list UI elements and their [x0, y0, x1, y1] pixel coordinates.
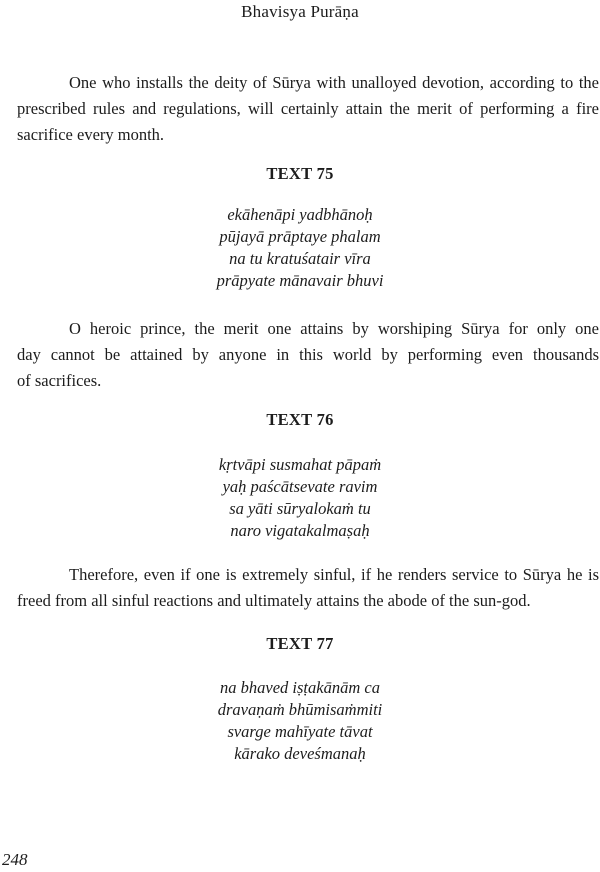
paragraph-line: of sacrifices.	[17, 371, 102, 390]
text-75-translation	[17, 316, 599, 394]
page-number: 248	[2, 850, 28, 869]
text-77-heading: TEXT 77	[266, 634, 334, 653]
verse-line: kṛtvāpi susmahat pāpaṁ	[218, 455, 382, 474]
paragraph-line: day cannot be attained by anyone in this world by performing even thousands	[17, 345, 599, 364]
verse-line: yaḥ paścātsevate ravim	[222, 477, 378, 496]
verse-line: prāpyate mānavair bhuvi	[216, 271, 384, 290]
paragraph-line: Therefore, even if one is extremely sinful, if he renders service to Sūrya he is	[69, 565, 599, 584]
paragraph-line: freed from all sinful reactions and ultimately attains the abode of the sun-god.	[17, 591, 531, 610]
text-77-verse	[0, 677, 600, 765]
verse-line: dravaṇaṁ bhūmisaṁmiti	[217, 700, 383, 719]
running-head: Bhavisya Purāṇa	[241, 2, 359, 21]
verse-line: na tu kratuśatair vīra	[229, 249, 371, 268]
verse-line: kārako deveśmanaḥ	[234, 744, 366, 763]
text-76-verse	[0, 454, 600, 542]
paragraph-line: One who installs the deity of Sūrya with unalloyed devotion, according to the	[69, 73, 599, 92]
text-76-heading: TEXT 76	[266, 410, 334, 429]
verse-line: naro vigatakalmaṣaḥ	[230, 521, 370, 540]
paragraph-intro	[17, 70, 599, 148]
text-75-heading: TEXT 75	[266, 164, 334, 183]
verse-line: sa yāti sūryalokaṁ tu	[229, 499, 371, 518]
paragraph-line: sacrifice every month.	[17, 125, 165, 144]
verse-line: pūjayā prāptaye phalam	[219, 227, 381, 246]
verse-line: na bhaved iṣṭakānām ca	[220, 678, 380, 697]
verse-line: ekāhenāpi yadbhānoḥ	[227, 205, 373, 224]
text-76-translation	[17, 562, 599, 614]
paragraph-line: prescribed rules and regulations, will certainly attain the merit of performing a fire	[17, 99, 599, 118]
text-75-verse	[0, 204, 600, 292]
paragraph-line: O heroic prince, the merit one attains by worshiping Sūrya for only one	[69, 319, 599, 338]
verse-line: svarge mahīyate tāvat	[227, 722, 373, 741]
